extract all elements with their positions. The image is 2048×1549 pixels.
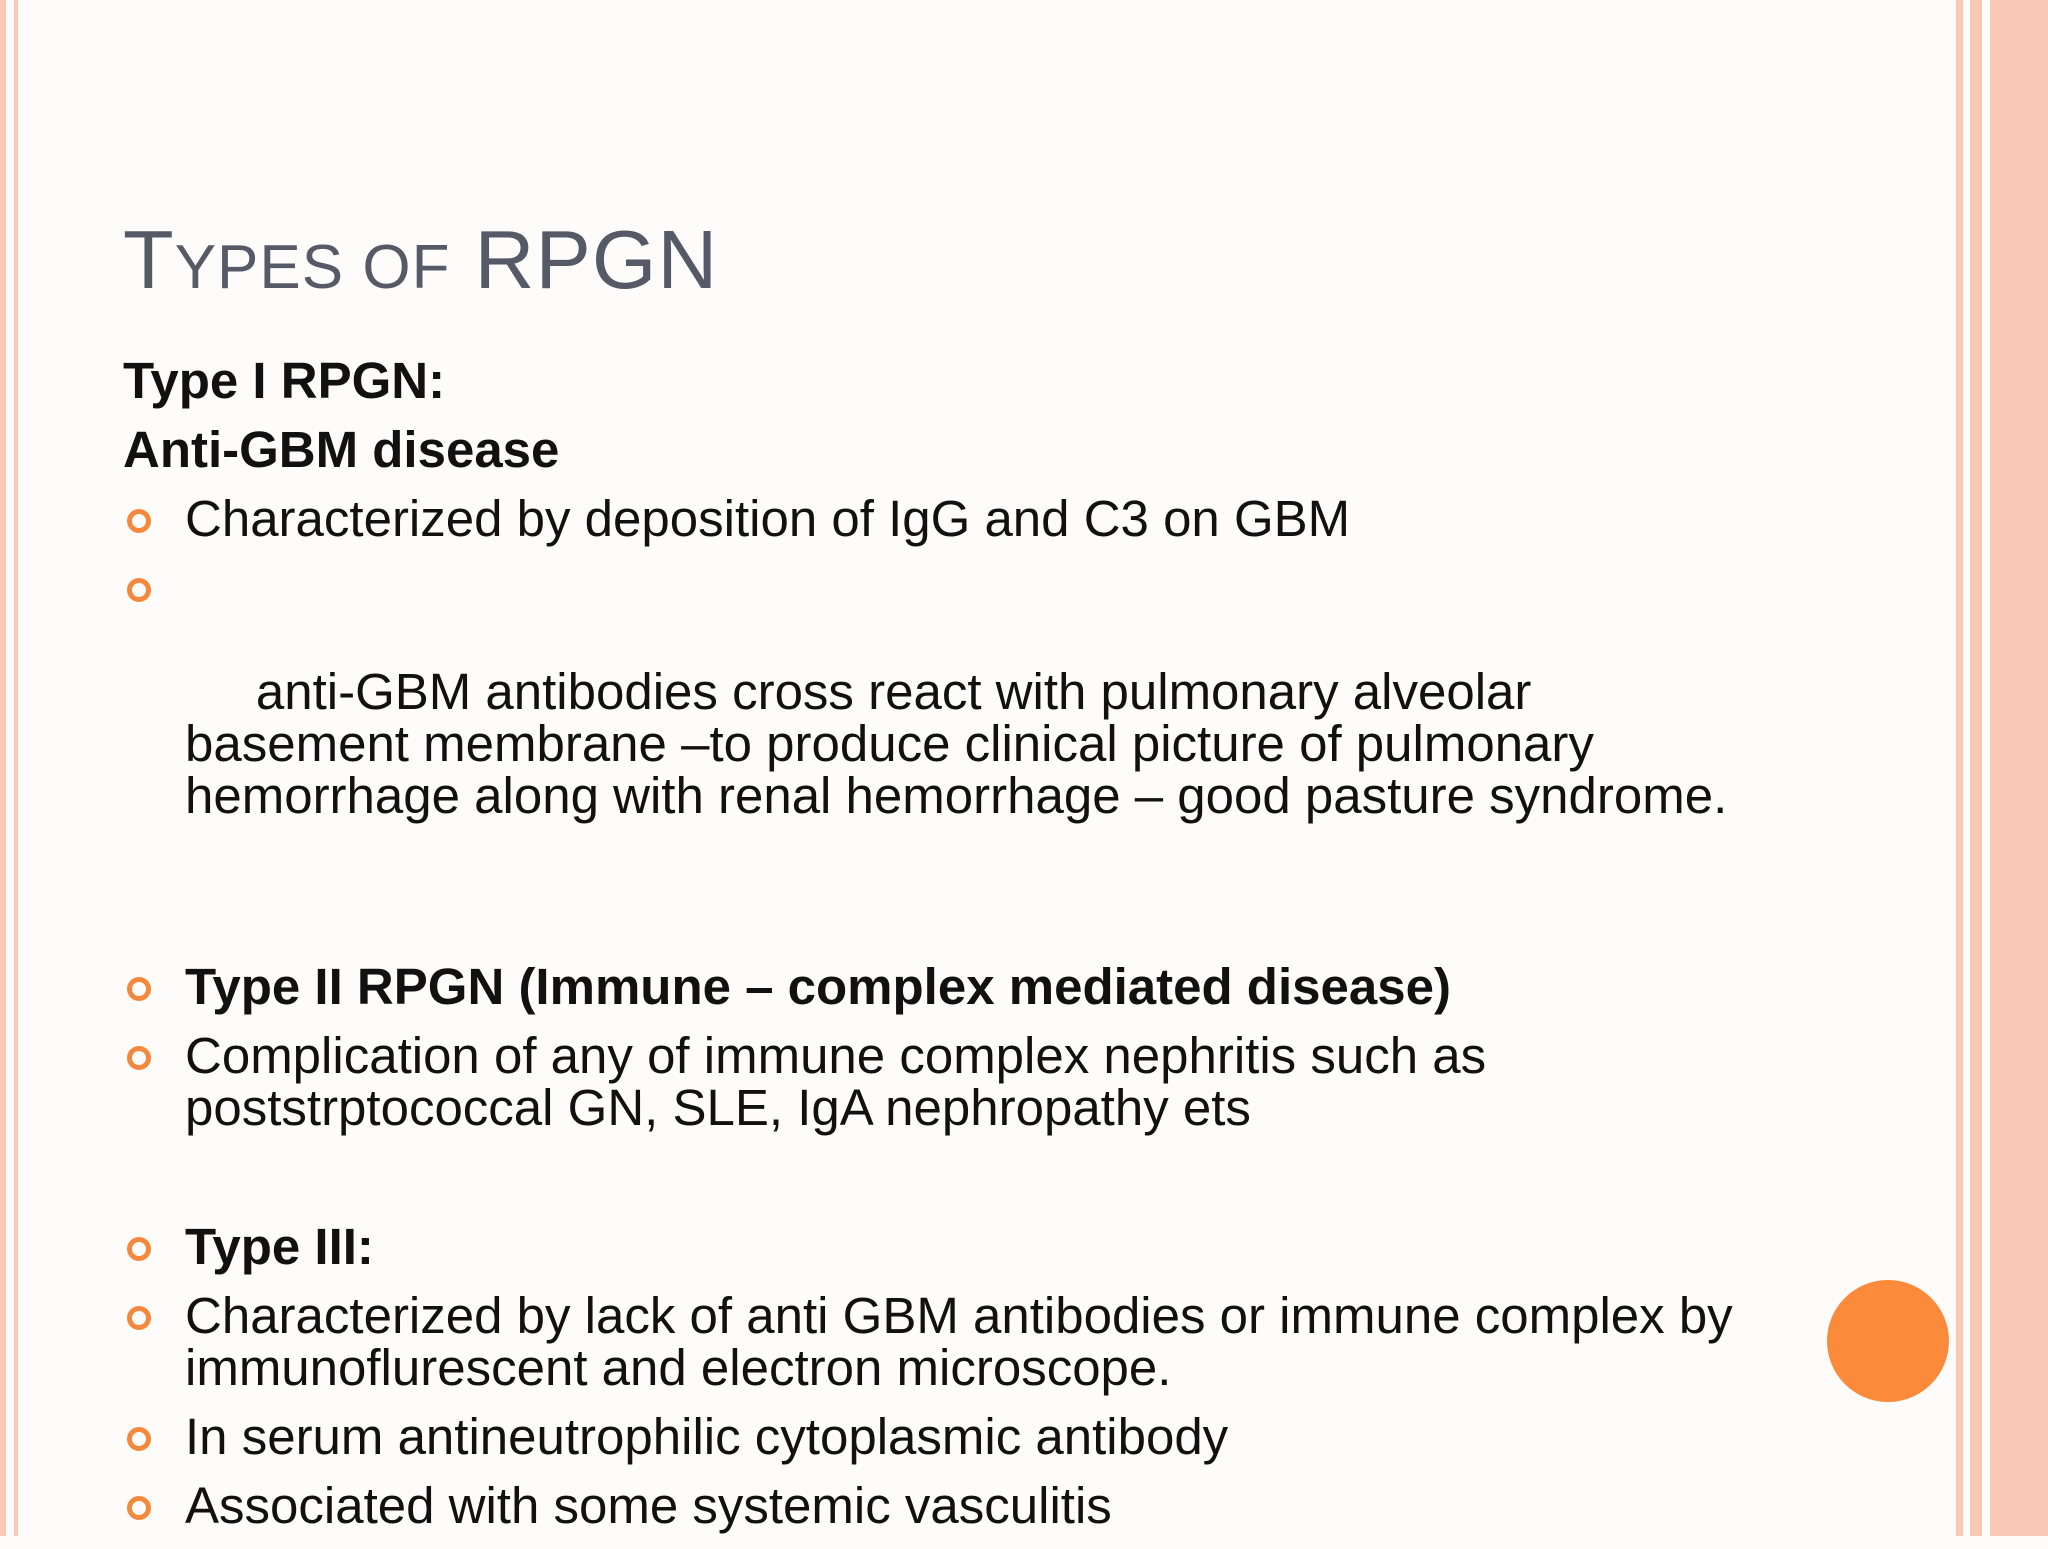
title-acronym: RPGN: [474, 213, 719, 306]
bullet-text: anti-GBM antibodies cross react with pulmonary alveolar basement membrane –to produce clinical picture of pulmonary hemorrhage along with renal hemorrhage – good pasture syndrome.: [185, 663, 1728, 824]
bullet-item: [123, 1408, 1743, 1465]
bullet-ring-icon: [127, 1237, 151, 1261]
title-smallcaps: YPES OF: [174, 233, 451, 302]
type3-heading: Type III:: [185, 1218, 374, 1275]
right-border-stripe-3: [1990, 0, 2048, 1536]
type1-subheading: Anti-GBM disease: [123, 421, 560, 478]
bullet-text: Associated with some systemic vasculitis: [185, 1477, 1112, 1534]
type2-heading: Type II RPGN (Immune – complex mediated disease): [185, 958, 1451, 1015]
slide-title: [123, 212, 718, 308]
title-cap: T: [123, 213, 175, 306]
type3-heading-item: [123, 1218, 1743, 1275]
bullet-item: [123, 1287, 1743, 1396]
left-border-stripe: [0, 0, 6, 1536]
bullet-text: Complication of any of immune complex nephritis such as poststrptococcal GN, SLE, IgA nephropathy ets: [185, 1027, 1487, 1136]
decorative-orange-circle: [1827, 1280, 1949, 1402]
bullet-item: [123, 1477, 1743, 1534]
bullet-ring-icon: [127, 977, 151, 1001]
type2-heading-item: [123, 958, 1743, 1015]
bullet-ring-icon: [127, 1046, 151, 1070]
bullet-text: In serum antineutrophilic cytoplasmic antibody: [185, 1408, 1229, 1465]
bullet-ring-icon: [127, 1496, 151, 1520]
bullet-ring-icon: [127, 509, 151, 533]
bullet-ring-icon: [127, 1427, 151, 1451]
bullet-text: Characterized by deposition of IgG and C3 on GBM: [185, 490, 1351, 547]
type1-heading: Type I RPGN:: [123, 352, 446, 409]
bullet-item: [123, 562, 1743, 874]
bullet-item: [123, 1027, 1743, 1136]
right-border-stripe-1: [1956, 0, 1963, 1536]
right-border-stripe-2: [1970, 0, 1982, 1536]
bullet-ring-icon: [127, 1306, 151, 1330]
bullet-item: [123, 490, 1743, 547]
spacer: [123, 891, 1743, 961]
slide-body: [123, 352, 1743, 1549]
bullet-text: Characterized by lack of anti GBM antibodies or immune complex by immunoflurescent and electron microscope.: [185, 1287, 1733, 1396]
left-border-stripe-inner: [14, 0, 18, 1536]
spacer: [123, 1151, 1743, 1221]
bullet-ring-icon: [127, 578, 151, 602]
